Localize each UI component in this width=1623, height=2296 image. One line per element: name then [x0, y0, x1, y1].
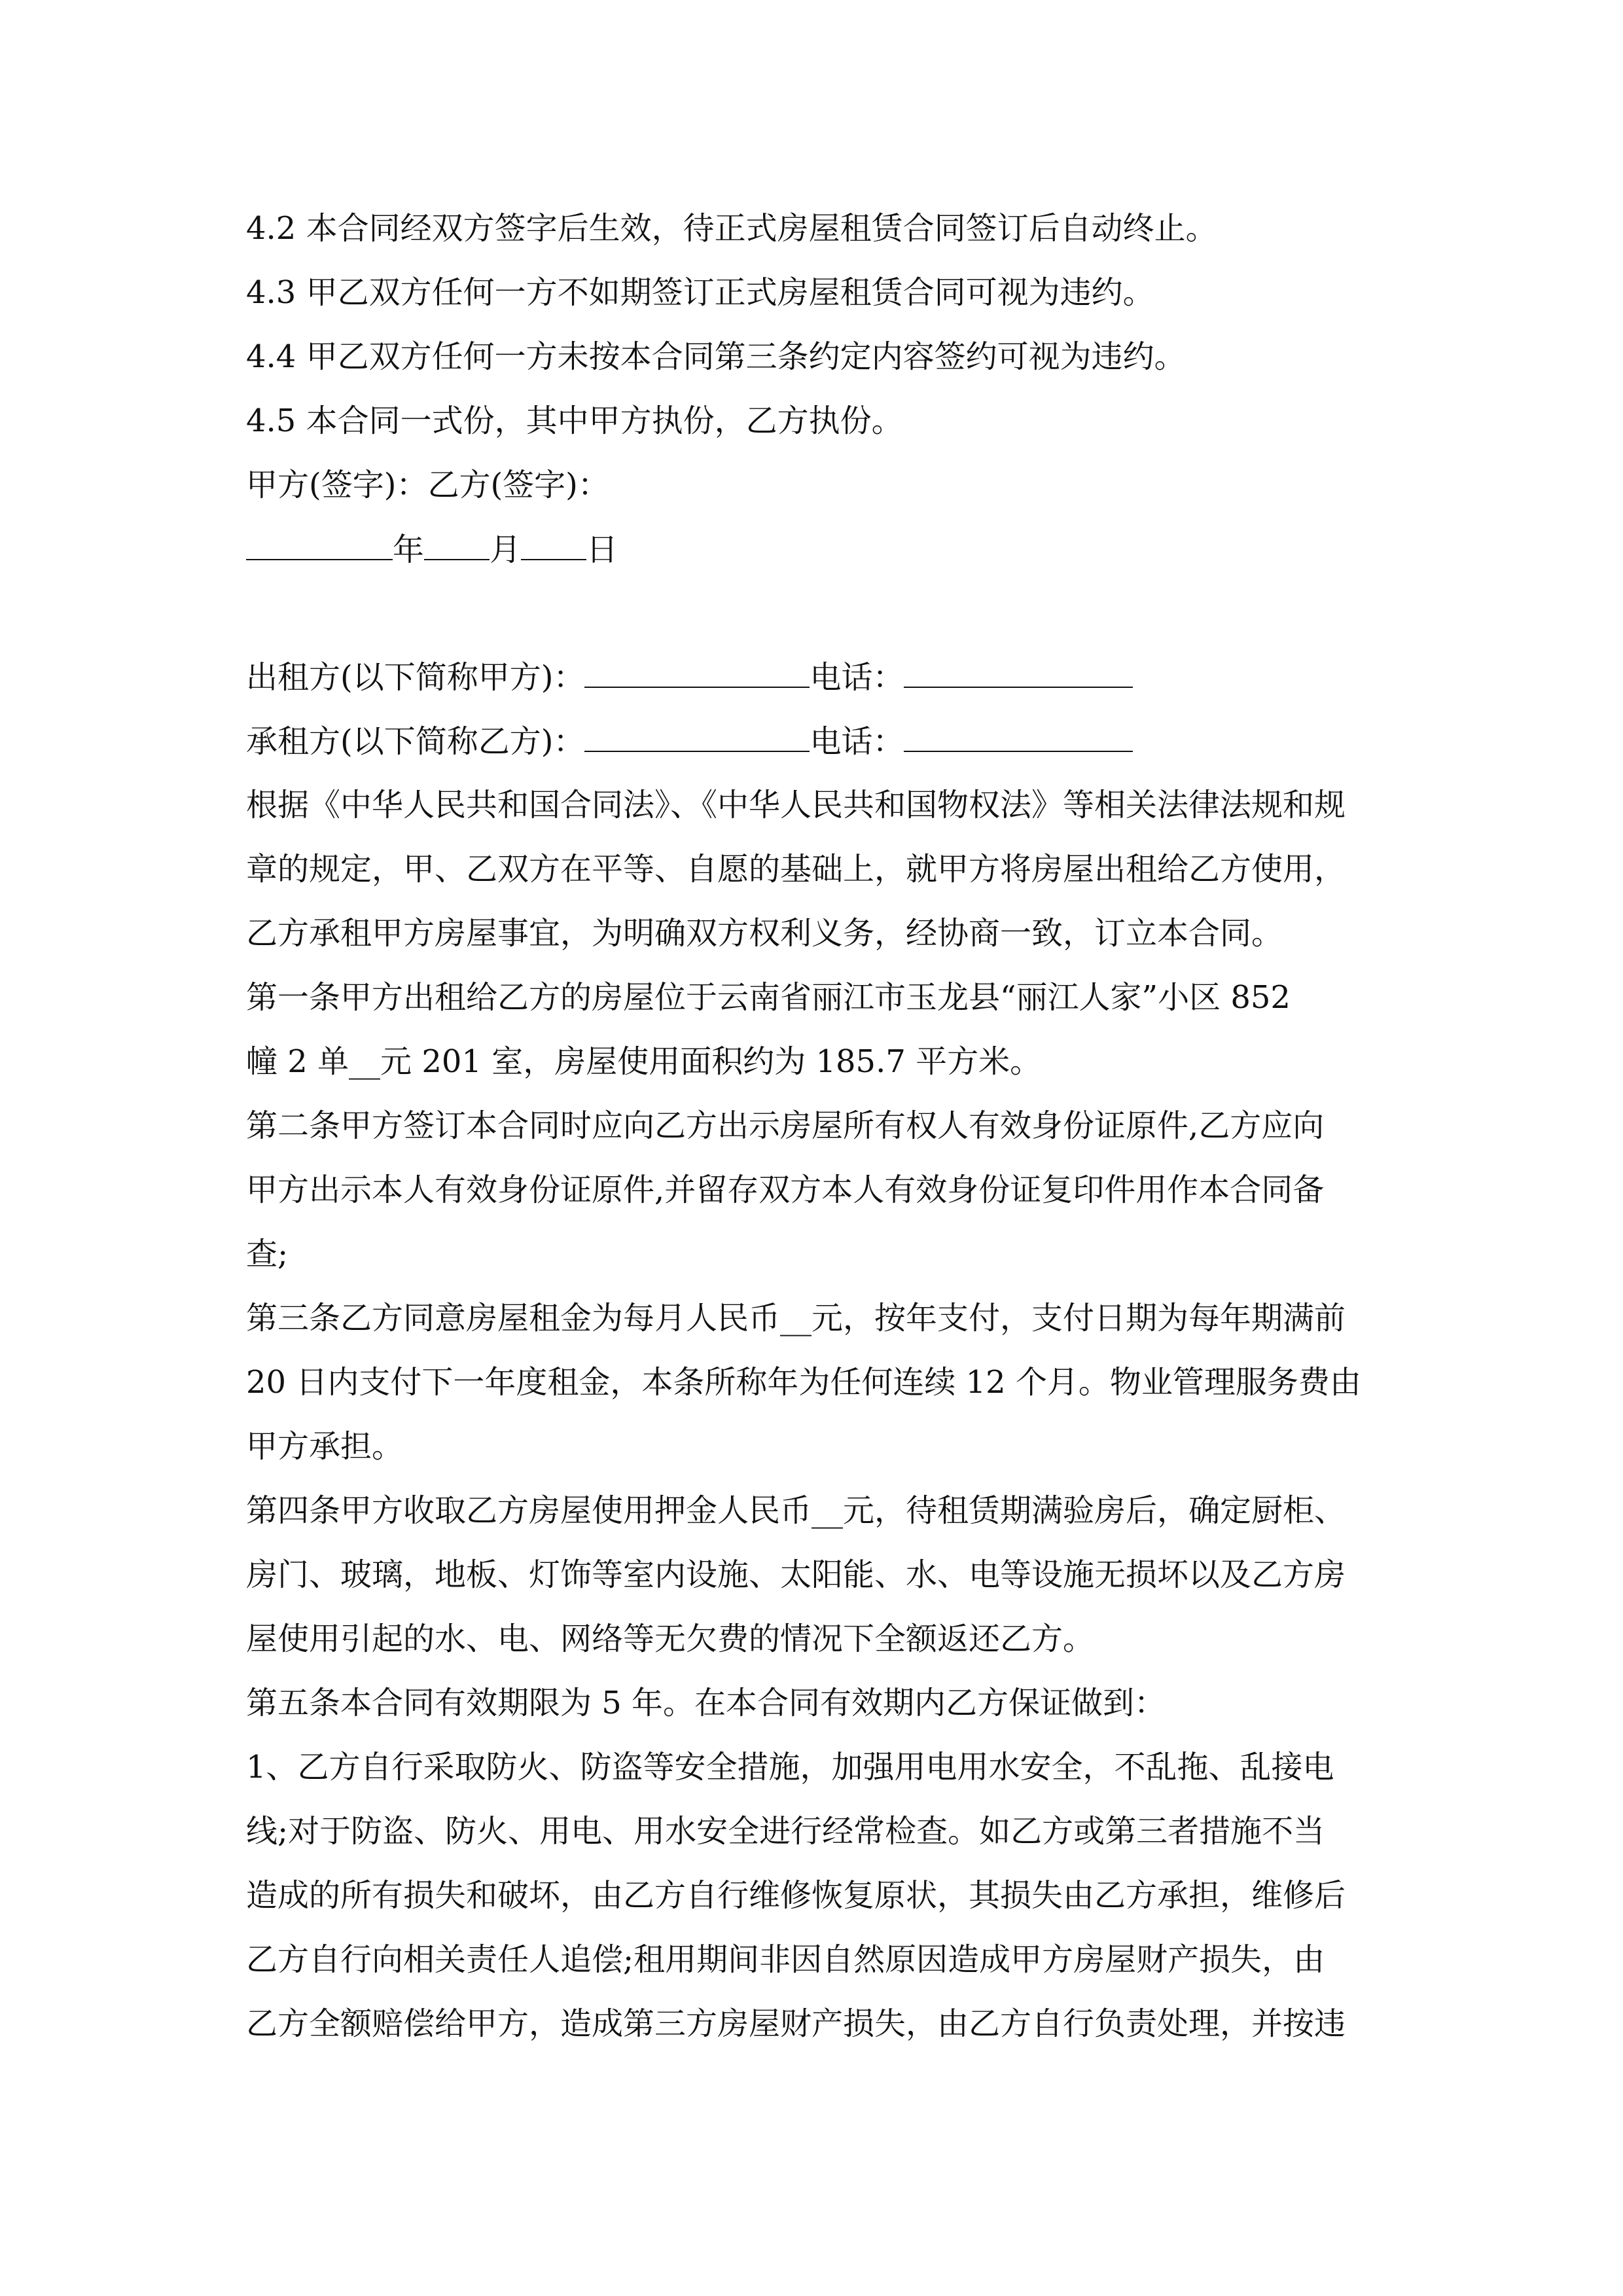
lessor-phone-label: 电话： — [810, 659, 904, 696]
lessee-label: 承租方(以下简称乙方)： — [246, 723, 585, 760]
article-5-item-1-line: 乙方自行向相关责任人追偿;租用期间非因自然原因造成甲方房屋财产损失，由 — [246, 1941, 1325, 1978]
day-blank — [521, 517, 586, 560]
article-4-line: 第四条甲方收取乙方房屋使用押金人民币__元，待租赁期满验房后，确定厨柜、 — [246, 1492, 1346, 1529]
article-5-item-1-line: 线;对于防盗、防火、用电、用水安全进行经常检查。如乙方或第三者措施不当 — [246, 1813, 1325, 1850]
date-line — [246, 517, 618, 581]
article-2-line: 第二条甲方签订本合同时应向乙方出示房屋所有权人有效身份证原件,乙方应向 — [246, 1107, 1325, 1144]
preamble-line: 章的规定，甲、乙双方在平等、自愿的基础上，就甲方将房屋出租给乙方使用， — [246, 851, 1346, 888]
lessor-line — [246, 645, 1133, 709]
article-2-line: 甲方出示本人有效身份证原件,并留存双方本人有效身份证复印件用作本合同备 — [246, 1172, 1325, 1208]
article-5-item-1-line: 1、乙方自行采取防火、防盗等安全措施，加强用电用水安全，不乱拖、乱接电 — [246, 1749, 1334, 1785]
preamble-line: 根据《中华人民共和国合同法》、《中华人民共和国物权法》等相关法律法规和规 — [246, 787, 1346, 823]
lessee-phone-blank — [904, 709, 1133, 752]
clause-4-5: 4.5 本合同一式份，其中甲方执份，乙方执份。 — [246, 403, 903, 439]
month-label: 月 — [490, 531, 522, 568]
lessee-name-blank — [584, 709, 810, 752]
article-2-line: 查; — [246, 1236, 289, 1272]
preamble-line: 乙方承租甲方房屋事宜，为明确双方权利义务，经协商一致，订立本合同。 — [246, 915, 1283, 952]
lessor-phone-blank — [904, 645, 1133, 688]
day-label: 日 — [586, 531, 618, 568]
year-label: 年 — [393, 531, 425, 568]
article-3-line: 第三条乙方同意房屋租金为每月人民币__元，按年支付，支付日期为每年期满前 — [246, 1300, 1346, 1336]
article-1-line: 第一条甲方出租给乙方的房屋位于云南省丽江市玉龙县“丽江人家”小区 852 — [246, 979, 1291, 1016]
article-5-item-1-line: 乙方全额赔偿给甲方，造成第三方房屋财产损失，由乙方自行负责处理，并按违 — [246, 2005, 1346, 2042]
clause-4-3: 4.3 甲乙双方任何一方不如期签订正式房屋租赁合同可视为违约。 — [246, 274, 1154, 311]
year-blank — [246, 517, 393, 560]
lessee-phone-label: 电话： — [810, 723, 904, 760]
signature-line: 甲方(签字)：乙方(签字)： — [246, 467, 609, 503]
article-4-line: 屋使用引起的水、电、网络等无欠费的情况下全额返还乙方。 — [246, 1621, 1095, 1657]
article-3-line: 20 日内支付下一年度租金，本条所称年为任何连续 12 个月。物业管理服务费由 — [246, 1364, 1361, 1401]
lessor-label: 出租方(以下简称甲方)： — [246, 659, 585, 696]
month-blank — [424, 517, 490, 560]
clause-4-2: 4.2 本合同经双方签字后生效，待正式房屋租赁合同签订后自动终止。 — [246, 210, 1217, 247]
article-5-item-1-line: 造成的所有损失和破坏，由乙方自行维修恢复原状，其损失由乙方承担，维修后 — [246, 1877, 1346, 1914]
article-3-line: 甲方承担。 — [246, 1428, 404, 1465]
lessor-name-blank — [584, 645, 810, 688]
article-4-line: 房门、玻璃，地板、灯饰等室内设施、太阳能、水、电等设施无损坏以及乙方房 — [246, 1556, 1346, 1593]
clause-4-4: 4.4 甲乙双方任何一方未按本合同第三条约定内容签约可视为违约。 — [246, 338, 1186, 375]
article-5-intro: 第五条本合同有效期限为 5 年。在本合同有效期内乙方保证做到： — [246, 1685, 1166, 1721]
article-1-line: 幢 2 单__元 201 室，房屋使用面积约为 185.7 平方米。 — [246, 1043, 1042, 1080]
lessee-line — [246, 709, 1133, 773]
